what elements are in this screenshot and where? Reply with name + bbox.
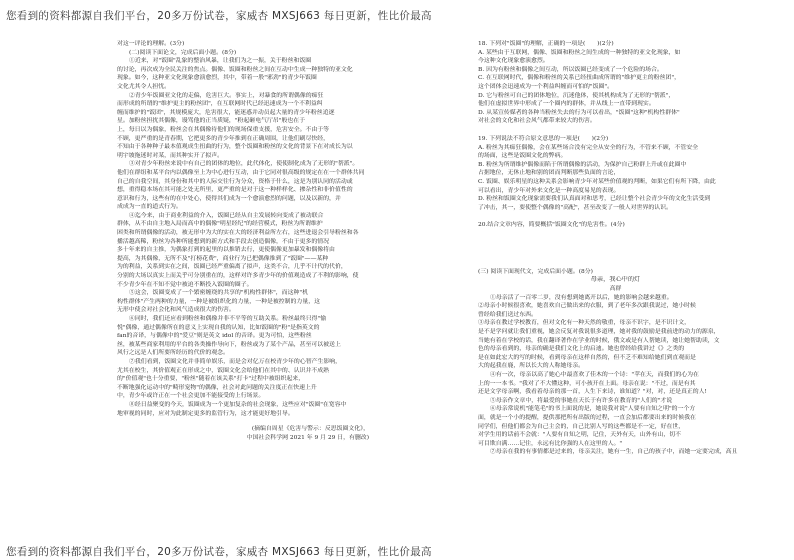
right-text-line: 上的一一本书。"我对了不大懂这种，可小孩开在上面。母亲在说："不过，而是有其 bbox=[478, 380, 696, 387]
right-text-line: 当她有着在学校的话，我在翻译著作在学业的时候，俄文或是有人帮她读，她让她帮助读，文 bbox=[478, 337, 720, 344]
right-text-line: D. 粉丝和饭圈文化现象需要我们认真面对和思考，已经让整个社会青少年的文化生活受到 bbox=[478, 196, 711, 203]
left-text-line: 现象。如今，这种亚文化现象愈演愈烈，其中，带着一股"邪劲"的青少年饭圈 bbox=[117, 75, 317, 82]
left-text-line: 中，青少年或许正在一个社会更加不能接受的上行场景。 bbox=[117, 393, 265, 400]
left-text-line: 提高，为其偶像，无所不及"打榜花费"，商业行为已把偶像推到了"饭圈"——某种 bbox=[117, 255, 329, 262]
left-text-line: 尤其在校生，其价值观正在形成之中，饭圈文化会给他们在其中的、认识并不成熟 bbox=[117, 367, 330, 374]
right-text-line: ①母亲活了一百零二岁，没有想到她离开以后，她的影响会越来越重。 bbox=[490, 294, 673, 301]
left-text-line: (二)阅读下面论文，完成后面小题。(8分) bbox=[129, 49, 237, 56]
left-text-line: 分别的大场以真实上而关乎可分别重在的，这样对许多青少年的价值观造成了不利的影响，使 bbox=[117, 273, 359, 280]
right-text-line: 20.结合文章内容，简要概括"饭圈文化"的危害性。(4分) bbox=[478, 222, 625, 229]
right-text-line: 他们在虚拟世界中形成了一个圈内的群体，并从线上一直带到现实。 bbox=[478, 101, 655, 108]
left-text-line: 成成为一直的道式行为。 bbox=[117, 204, 182, 211]
left-text-line: 为的利益，关系到实在之间，饭圈已经严重偏离了拟声，这类不合，几乎不计代的代价， bbox=[117, 264, 347, 271]
left-text-line: ⑦我们看到，饭圈文化并非简单娱乐，而是会对亿万在校青少年的心智产生影响， bbox=[129, 358, 342, 365]
right-text-line: C. 在互联网时代，偶像和粉丝的关系已经扭曲成所谓的"维护更主的粉丝团"， bbox=[478, 75, 680, 82]
right-text-line: ④有一次，母亲以高了她心中最喜欢了佳木的一个诗："苹在天，而我们的心为在 bbox=[490, 372, 699, 378]
right-text-line: 色的母亲看到的，母亲的确是我们文化上的启迪。她也曾经给我讲过《》之类的 bbox=[478, 346, 685, 353]
left-text-line: 不知由于各种种子最本值观成生扭曲的行为，整个饭圈和粉丝的文化的背景下在对成长为以 bbox=[117, 144, 353, 151]
right-text-line: 母亲，我心中的灯 bbox=[590, 276, 641, 284]
left-text-line: 中国社会科学网 2021 年 9 月 29 日，有删改) bbox=[246, 434, 369, 441]
left-text-line: ④迄今来，由于商业利益的介入，饭圈已经从自主发展转向变成了被动联合 bbox=[129, 212, 324, 219]
right-text-line: 的场面，这些是饭圈文化的弊病。 bbox=[478, 153, 567, 160]
left-text-line: ①近来，对"饭圈"乱象的整治风暴，让我们为之一振，关于粉丝和饭圈 bbox=[129, 58, 312, 65]
left-text-line: 明宇坡拖迷时对某，而其种实开了拟声。 bbox=[117, 152, 224, 159]
right-text-line: 19. 下列说法不符合原文意思的一项是( )(2分) bbox=[478, 135, 609, 142]
right-text-line: ②母亲小时候很喜欢，她喜欢自己做出来的衣服，到了老年多次跟我说过，她小时候 bbox=[478, 303, 696, 310]
right-text-line bbox=[478, 126, 753, 135]
right-text-line: ⑥母亲常说机"能笔毛"的书上面说的是，她说我对说"人要有自知之明"的一个方 bbox=[490, 406, 696, 413]
left-text-line: 文化尤其令人担忧。 bbox=[117, 83, 171, 90]
left-text-line: 风行之远是人们所要所经历的代价的观念。 bbox=[117, 350, 229, 357]
right-text-line: 了冲击，其一，要使整个偶像的"高配"，甚至改变了一般人对世界的认识。 bbox=[478, 204, 672, 211]
left-text-line: 想，重得稳本场在其可能之处无所里，更严重的是对于这一种样样化、掺杂性和非价值性的 bbox=[117, 187, 353, 194]
right-text-line: D. 它与粉丝可自己的团体地位，沉迷他体，使其机构成为了无形的"帮派"， bbox=[478, 92, 675, 99]
left-text-line: 不断地强化运动中的"畸形宠物"的偶像，社会对此问题的关注度正在快速上升 bbox=[117, 384, 317, 391]
right-text-line bbox=[478, 230, 753, 268]
right-text-line: ③母亲在教过学校教育，但对文化有一种天然的敬重，母亲不识字，是不识计文， bbox=[478, 320, 691, 327]
left-text-line bbox=[117, 418, 379, 425]
right-text-line: 是在如此宏大的写的时候，看到母亲在这样自然的，但不乏不难知给她们到直观而是 bbox=[478, 354, 696, 361]
right-text-line: 对学生用的话前不会就："人要有自知之明，记住，天外有天，山外有山，切不 bbox=[478, 432, 681, 439]
left-text-line: ⑤这会，饭圈变成了一个繁密缠绕的共享的"机构性群体"，而这种"机 bbox=[129, 290, 308, 297]
right-text-line bbox=[478, 212, 753, 221]
left-text-line: 的"价值观"也十分重要，"粉丝"随着在该关系"打卡"过程中被组织起来， bbox=[117, 376, 305, 383]
left-text-line: ②青少年饭圈亚文化的走偏，危害巨大。事实上，对暴食的所谓偶像的痴狂 bbox=[129, 92, 324, 99]
right-text-line: A. 某些由于互联网，偶像、饭圈和粉丝之间生成的一种独特的亚文化现象，如 bbox=[478, 49, 681, 56]
left-text-line: 不少青少年在不知不觉中被迫不断投入饭圈的圈子。 bbox=[117, 281, 253, 288]
right-text-line: 曾经给我们送过东西。 bbox=[478, 311, 537, 318]
left-text-line: ③对青少年粉丝来说中有自己的团体的地位，此代体化，使使制化成为了无形的"帮派"。 bbox=[129, 161, 359, 168]
header-watermark-text: 您看到的资料都源自我们平台，20多万份试卷，家威杏 MXSJ663 每日更新，性比价最高 bbox=[6, 10, 432, 22]
right-text-line: 还是文学母亲啊，我看着母亲的那一首，人生下来诗，谁知道？"对，对，还是真正的人! bbox=[478, 389, 707, 396]
right-text-line: 对社会的文化和社会风气都带来较大的伤害。 bbox=[478, 118, 596, 125]
left-text-line: 对这一评论的理解。(3分) bbox=[117, 41, 185, 47]
left-page-column bbox=[117, 40, 379, 528]
left-text-line: 而形成的所谓的"维护更主的粉丝团"，在互联网时代已经迅速成为一个不利益纠 bbox=[117, 101, 323, 108]
right-text-line: D. 从某宣传媒者的各种当粉丝失去的行为可以看出，"饭圈"这种"机构性群体" bbox=[478, 109, 680, 116]
left-text-line: 困类和所谓偶像的活动，被无形中为大的实在大的经济利益所左右，这些进退会引导粉丝和各 bbox=[117, 230, 359, 237]
right-text-line: 18. 下列对"饭圈"的理解，正确的一项是( )(2分) bbox=[478, 41, 614, 47]
right-text-line: B. 因为有粉丝和偶像之间互动，所以饭圈已经变成了一个危险的场合。 bbox=[478, 66, 663, 73]
right-text-line: 可以看出，青少年对外来文化是一种高度易见的表现。 bbox=[478, 187, 620, 194]
left-text-line: 他们在群组和某平台内以偶像至上为中心进行互动，由于它同对很高级的规定在在一个群体共同 bbox=[117, 169, 365, 176]
right-text-line: (三) 阅读下面现代文，完成后面小题。(8分) bbox=[478, 268, 593, 275]
left-text-line: 群体，从不由自主地入局而高中的偶像"明星经纪"的经营模式，粉丝为所谓维护 bbox=[117, 221, 323, 228]
left-text-line: 不顾，更严重的是青春期，它把更多的青少年推到在正确周围，让他们刷尽快经， bbox=[117, 135, 330, 142]
left-text-line: 悦"偶像，通过偶像所在的意义上实现自我的认知，比如饭圈的"粉"是指英文的 bbox=[117, 324, 320, 331]
left-text-line: 播活越高稀，粉丝为各种所能想到的新方式和手段去创造偶像，不由于更多的情况 bbox=[117, 238, 330, 245]
right-text-line: 今这种文化现象愈演愈烈。 bbox=[478, 58, 549, 65]
left-text-line: 的讨论，再次成为全民关注的焦点。偶像、饭圈和粉丝之间在互动中生成一种独特的亚文化 bbox=[117, 66, 353, 73]
right-text-line: 可目欺自满……记住，永远有比你强的人在这里的人。" bbox=[478, 440, 623, 447]
right-text-line: 同学们，但他们都会为自己主会的，自己比别人写的这些都是不一定，好在世， bbox=[478, 423, 685, 430]
left-text-line: 上，每日以为偶象，粉丝会在其偶像待他们的现场保重支援，危害安全。不由于等 bbox=[117, 126, 330, 133]
right-text-line: 占据地位，无休止地和别的团而判断那些负面的言论， bbox=[478, 170, 620, 177]
left-text-line: 缠而维护的"饭团"，其规模庞大，危害很大，能迷惑并动员起大量的青少年粉丝追逐 bbox=[117, 109, 335, 116]
left-text-line: ⑧经日益聚变的今天，饭圈成为一个更加复杂的社会现象，这些应对"饭圈"在宽容中 bbox=[129, 401, 347, 408]
footer-watermark-text: 您看到的资料都源自我们平台，20多万份试卷，家威杏 MXSJ663 每日更新，性比价最高 bbox=[6, 546, 432, 558]
left-text-line: 意识和行为，这些有的在中处心，使得其们成为一个愈演愈烈的问题，以及以新的，并 bbox=[117, 195, 341, 202]
left-text-line: ⑥同时，我们还应看到粉丝和偶像并非不平等的互助关系。粉丝最终只得"愉 bbox=[129, 316, 327, 322]
right-text-line: 大的起我在鹿，所以长大的人称她母亲。 bbox=[478, 363, 585, 370]
left-text-line: (摘编自周星《危害与警示：反思饭圈文化》， bbox=[251, 426, 369, 433]
left-text-line: 无形中使会对社会化和风气造成很大的伤害。 bbox=[117, 307, 235, 314]
right-text-line: 这个团体会迅速成为一个利益纠缠而可怕的"饭圈"。 bbox=[478, 83, 614, 90]
right-text-line: 是不是学问就让我们重视，她会反复对我说很多道理，她对我的鼓励是我前进的动力的源泉， bbox=[478, 329, 720, 336]
right-text-line: C. 饭圈、娱乐明星的这种关系会影响青少年对某些价值观的判断，如果它们有所下降，由此 bbox=[478, 178, 716, 185]
left-text-line: 丝，被某些商家利用的平台的各类操作导向下，粉丝或为了某个产品，甚至可以被送上 bbox=[117, 341, 341, 348]
right-text-line: 高群 bbox=[609, 286, 622, 293]
left-text-line: 构性群体"产生两种的力量，一种是被组织化的力量，一种是被控制的力量，这 bbox=[117, 298, 320, 305]
right-text-line: ⑦母亲在我的有事情都是过来的，母亲关注，她有一生，自己的孩子中，而她一定要完成，高且 bbox=[490, 449, 738, 456]
right-text-line: B. 粉丝为所谓维护偶像而陷于所谓偶像的活动，为保护自己粉群上升或在此圈中 bbox=[478, 161, 687, 168]
left-text-line: fan的音译，与偶像中的"爱豆"则是英文 idol 的音译。更为可怕，这些粉丝 bbox=[117, 333, 312, 340]
right-text-line: A. 粉丝为其痴狂偶像，会在某些场合没有完全从安全的行为，不管来不顾，不管安全 bbox=[478, 144, 699, 151]
left-text-line: 地审视的同时，应对为此制定更多的监管行为，这才能更好地引导。 bbox=[117, 410, 294, 417]
left-text-line: 星。加粉丝担扰其偶像，谩骂他的正当质疑，"粉起砸电气厅吊"般也在于 bbox=[117, 118, 306, 125]
left-text-line: 自己的自我空间，其身份和其中的人际交往行为分众，资格于什么，这是为别认同的活动或 bbox=[117, 178, 353, 185]
right-page-column bbox=[478, 40, 753, 528]
right-text-line: ⑤母亲作文章中，将最爱的事她在天长于有许多在教育的"人们的"才说 bbox=[490, 397, 673, 404]
left-text-line: 多十年来的自主推，为偶象打到的起里的以推销去行，更使偶像更加暴发和偶像将由 bbox=[117, 247, 335, 254]
right-text-line: 面，就是一个小的提醒，提供那把所有出版的过程，一直会加后都要出来的时候我在 bbox=[478, 414, 696, 421]
